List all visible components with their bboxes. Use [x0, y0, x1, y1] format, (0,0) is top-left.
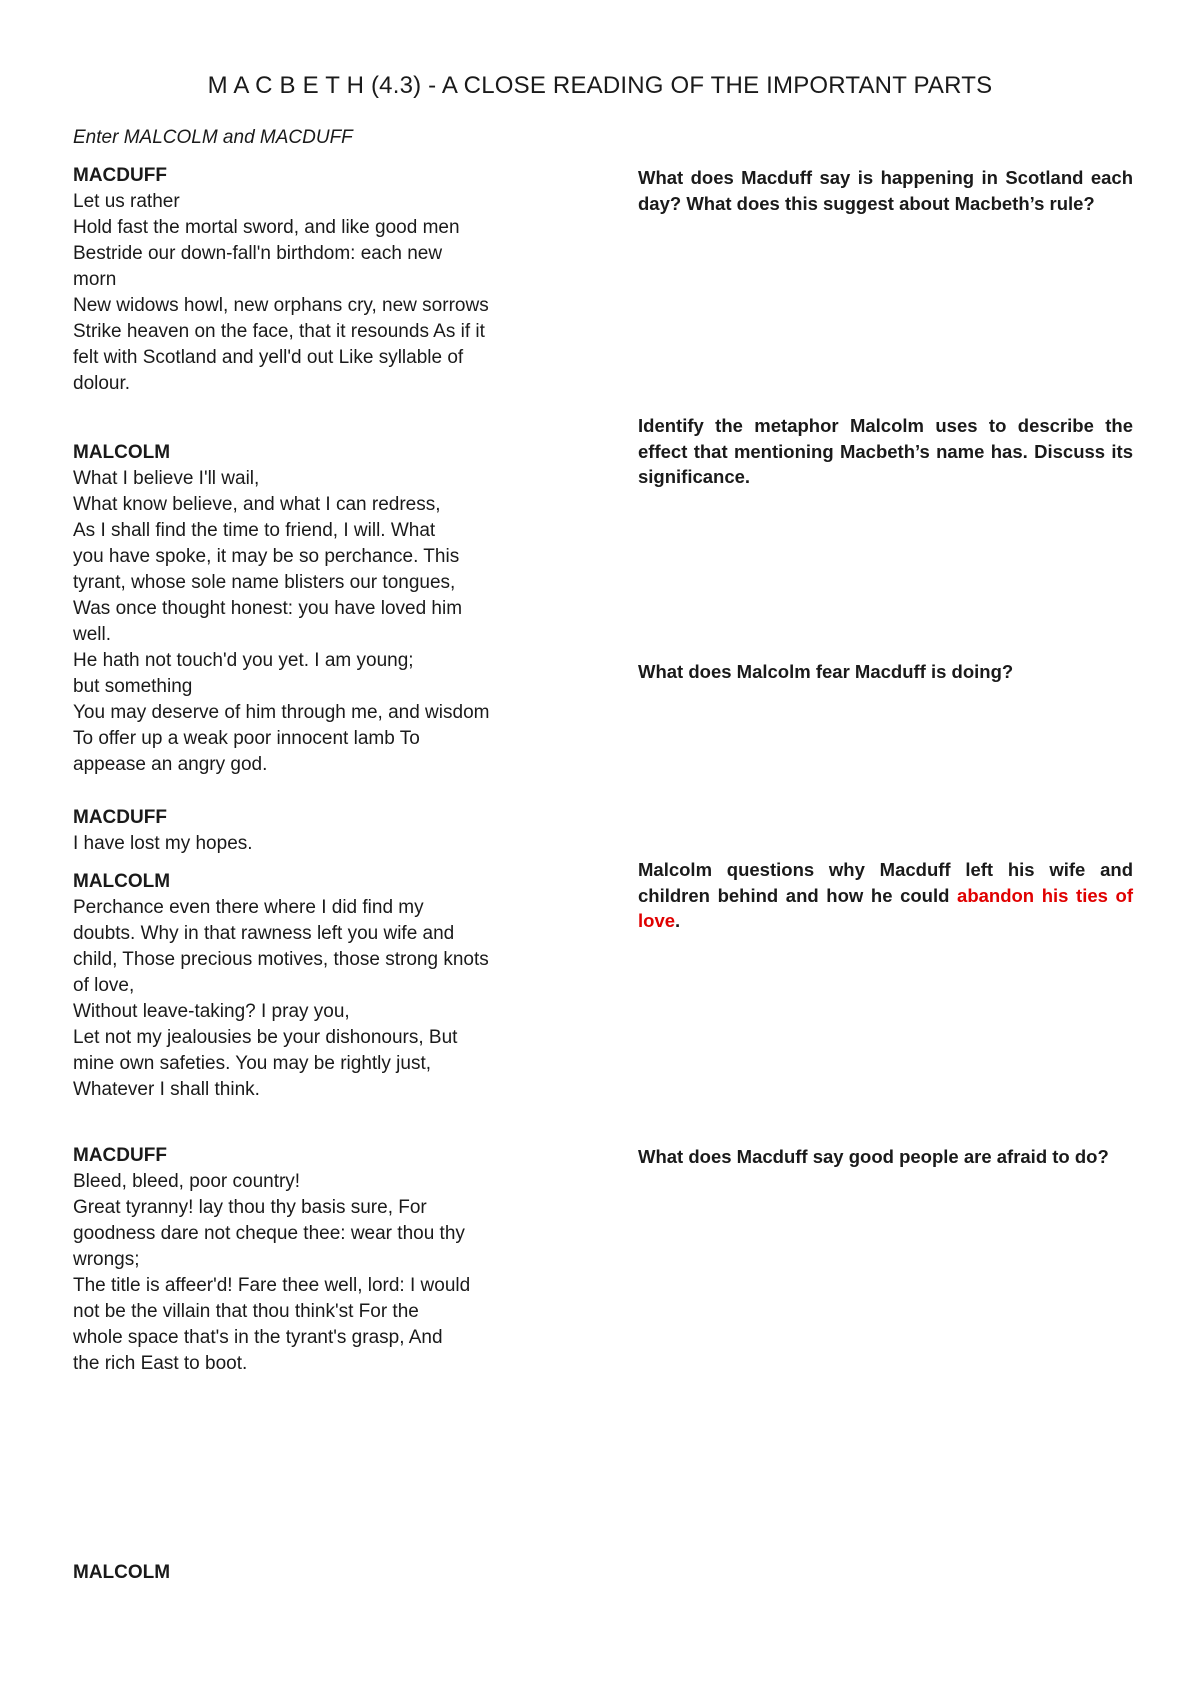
speech-line: Was once thought honest: you have loved him	[73, 598, 463, 619]
speaker-name: MACDUFF	[73, 807, 167, 828]
speech-line: Bestride our down-fall'n birthdom: each new	[73, 243, 443, 264]
speech-line: To offer up a weak poor innocent lamb To	[73, 728, 420, 749]
speech-line: appease an angry god.	[73, 754, 268, 775]
speech-line: What know believe, and what I can redress,	[73, 494, 441, 515]
speech-line: Whatever I shall think.	[73, 1079, 260, 1100]
speech-line: morn	[73, 269, 117, 290]
speech-line: Great tyranny! lay thou thy basis sure, For	[73, 1197, 427, 1218]
speech-line: You may deserve of him through me, and wisdom	[73, 702, 490, 723]
speech-line: of love,	[73, 975, 135, 996]
question: What does Malcolm fear Macduff is doing?	[638, 661, 1014, 682]
speech-line: the rich East to boot.	[73, 1353, 248, 1374]
speaker-name: MALCOLM	[73, 442, 171, 463]
speech-line: As I shall find the time to friend, I will. What	[73, 520, 436, 541]
speech-line: What I believe I'll wail,	[73, 468, 260, 489]
question-text: Malcolm questions why Macduff left his wife and children behind and how he could	[638, 859, 1133, 906]
speech-line: whole space that's in the tyrant's grasp, And	[73, 1327, 443, 1348]
speech-line: mine own safeties. You may be rightly just,	[73, 1053, 432, 1074]
question: What does Macduff say good people are afraid to do?	[638, 1146, 1109, 1167]
speech-line: child, Those precious motives, those strong knots	[73, 949, 489, 970]
speech-line: Bleed, bleed, poor country!	[73, 1171, 301, 1192]
speech-block	[73, 805, 573, 857]
question: Identify the metaphor Malcolm uses to describe the effect that mentioning Macbeth’s name has. Discuss its significance.	[638, 415, 1133, 487]
question-highlight: abandon his ties of love	[638, 884, 1133, 931]
speech-line: well.	[73, 624, 112, 645]
speech-line: Let not my jealousies be your dishonours, But	[73, 1027, 458, 1048]
speech-line: I have lost my hopes.	[73, 833, 253, 854]
speech-line: dolour.	[73, 373, 131, 394]
speech-line: Without leave-taking? I pray you,	[73, 1001, 350, 1022]
speech-line: Perchance even there where I did find my	[73, 897, 424, 918]
speech-block	[73, 1143, 573, 1377]
speaker-name: MACDUFF	[73, 1145, 167, 1166]
question-suffix: .	[675, 910, 681, 931]
speech-line: Let us rather	[73, 191, 180, 212]
speech-line: felt with Scotland and yell'd out Like syllable of	[73, 347, 464, 368]
speech-line: The title is affeer'd! Fare thee well, lord: I would	[73, 1275, 471, 1296]
speaker-name: MACDUFF	[73, 165, 167, 186]
speech-block	[73, 440, 573, 778]
speech-line: not be the villain that thou think'st For the	[73, 1301, 419, 1322]
speaker-name: MALCOLM	[73, 871, 171, 892]
speech-line: tyrant, whose sole name blisters our tongues,	[73, 572, 456, 593]
speech-line: doubts. Why in that rawness left you wife and	[73, 923, 455, 944]
speech-line: He hath not touch'd you yet. I am young;	[73, 650, 414, 671]
speech-block	[73, 163, 573, 397]
question	[638, 857, 1133, 934]
speech-line: goodness dare not cheque thee: wear thou thy	[73, 1223, 465, 1244]
speech-line: wrongs;	[73, 1249, 140, 1270]
speech-line: New widows howl, new orphans cry, new sorrows	[73, 295, 489, 316]
speech-line: but something	[73, 676, 193, 697]
page-title: M A C B E T H (4.3) - A CLOSE READING OF THE IMPORTANT PARTS	[207, 72, 993, 99]
stage-direction: Enter MALCOLM and MACDUFF	[73, 127, 353, 148]
speech-block	[73, 1560, 573, 1586]
speech-line: you have spoke, it may be so perchance. This	[73, 546, 460, 567]
speaker-name: MALCOLM	[73, 1562, 171, 1583]
speech-line: Hold fast the mortal sword, and like good men	[73, 217, 460, 238]
question: What does Macduff say is happening in Scotland each day? What does this suggest about Macbeth’s rule?	[638, 167, 1133, 214]
speech-line: Strike heaven on the face, that it resounds As if it	[73, 321, 485, 342]
speech-block	[73, 869, 573, 1103]
